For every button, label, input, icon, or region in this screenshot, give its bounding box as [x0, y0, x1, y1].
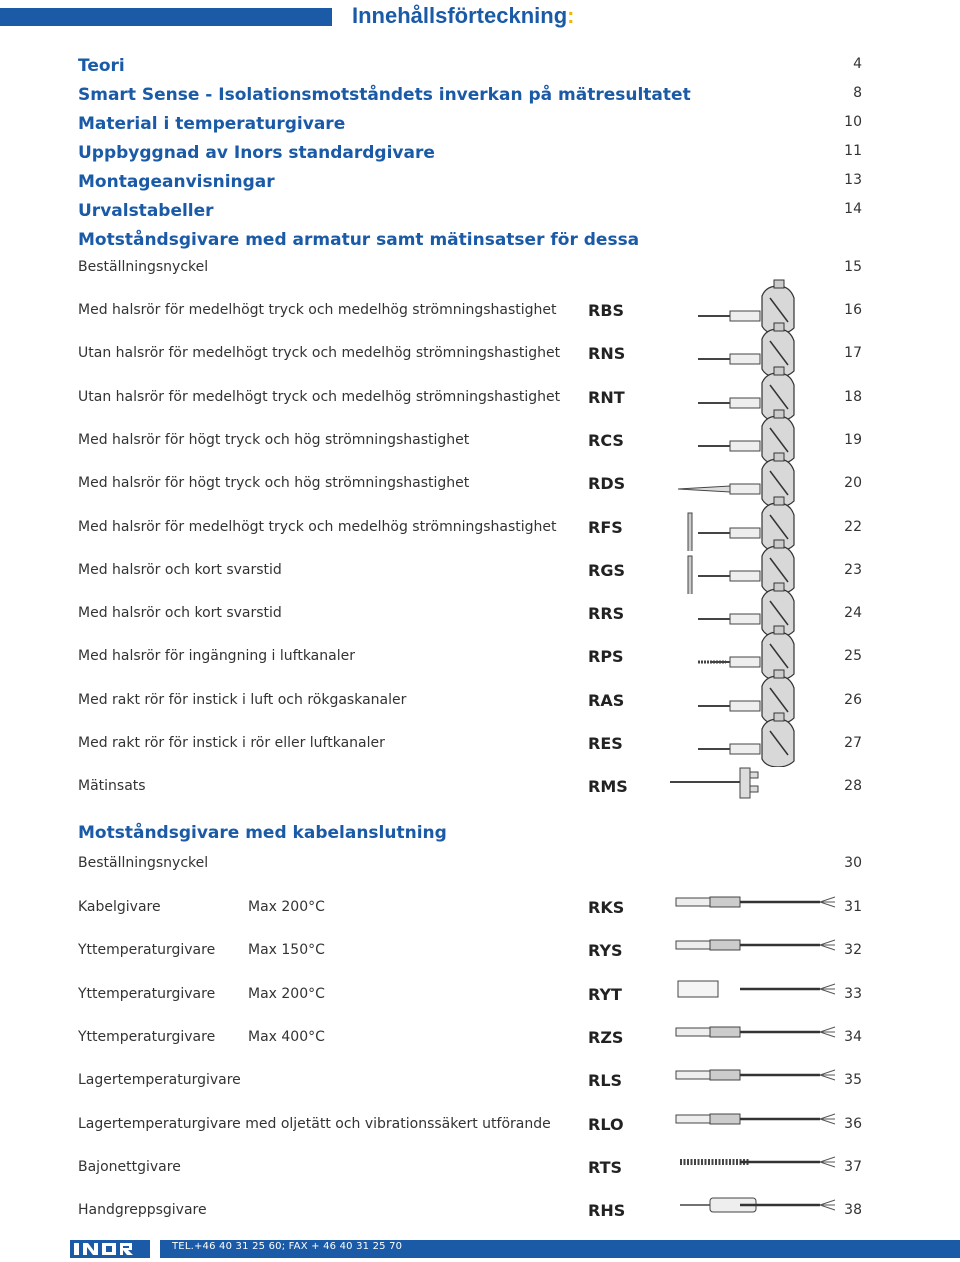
toc-label: Bajonettgivare [78, 1158, 181, 1175]
toc-label: Utan halsrör för medelhögt tryck och medelhög strömningshastighet [78, 345, 561, 362]
product-code: RBS [588, 301, 625, 320]
page-title: Innehållsförteckning: [352, 3, 575, 28]
page-number: 35 [844, 1072, 862, 1089]
product-code: RGS [588, 560, 625, 580]
page-number: 24 [844, 605, 862, 622]
product-code: RZS [588, 1027, 624, 1047]
page-number: 36 [844, 1115, 862, 1132]
toc-label: Material i temperaturgivare [78, 114, 346, 134]
bayonet-sensor-icon [670, 1151, 840, 1173]
max-temperature: Max 200°C [248, 985, 325, 1002]
product-code: RCS [588, 430, 624, 450]
page-number: 37 [844, 1158, 862, 1175]
toc-label: Smart Sense - Isolationsmotståndets inverkan på mätresultatet [78, 85, 691, 105]
page-number: 27 [844, 735, 862, 751]
toc-entry[interactable] [0, 1202, 960, 1230]
product-code: RFS [588, 517, 623, 537]
page-number: 22 [844, 518, 862, 535]
page-number: 28 [844, 778, 862, 795]
toc-label: Beställningsnyckel [78, 855, 209, 871]
toc-entry[interactable] [0, 172, 960, 200]
product-code: RNT [588, 387, 625, 407]
section-heading [0, 823, 960, 851]
product-code: RAS [588, 690, 625, 710]
toc-entry[interactable] [0, 1116, 960, 1144]
product-code: RYS [588, 941, 623, 961]
toc-entry[interactable] [0, 942, 960, 970]
toc-label: Handgreppsgivare [78, 1202, 207, 1219]
toc-label: Yttemperaturgivare [78, 985, 216, 1002]
toc-label: Yttemperaturgivare [78, 942, 216, 959]
toc-entry[interactable] [0, 1072, 960, 1100]
page-number: 8 [853, 85, 862, 101]
section-title: Motståndsgivare med armatur samt mätinsatser för dessa [78, 230, 640, 250]
toc-entry[interactable] [0, 899, 960, 927]
surface-block-sensor-icon [670, 978, 840, 1000]
page-number: 14 [844, 201, 862, 217]
toc-label: Urvalstabeller [78, 201, 214, 221]
cable-sensor-icon [670, 891, 840, 913]
page-number: 4 [853, 56, 862, 72]
bearing-sensor-icon [670, 1108, 840, 1130]
product-code: RTS [588, 1157, 623, 1177]
toc-label: Med rakt rör för instick i luft och rökgaskanaler [78, 691, 407, 708]
page-number: 38 [844, 1202, 862, 1219]
product-code: RYT [588, 984, 622, 1004]
toc-label: Med halsrör för högt tryck och hög strömningshastighet [78, 431, 470, 448]
surface-sensor-icon [670, 934, 840, 956]
page-number: 16 [844, 302, 862, 318]
toc-label: Med rakt rör för instick i rör eller luftkanaler [78, 735, 385, 751]
toc-entry[interactable] [0, 56, 960, 84]
product-code: RLS [588, 1071, 623, 1091]
page-number: 15 [844, 259, 862, 275]
toc-label: Beställningsnyckel [78, 259, 209, 275]
toc-label: Lagertemperaturgivare [78, 1072, 241, 1089]
surface-sensor-icon [670, 1021, 840, 1043]
product-code: RRS [588, 604, 625, 624]
toc-entry[interactable] [0, 114, 960, 142]
toc-label: Yttemperaturgivare [78, 1028, 216, 1045]
page-number: 17 [844, 345, 862, 362]
contact-info: TEL.+46 40 31 25 60; FAX + 46 40 31 25 70 [172, 1241, 403, 1252]
page-number: 32 [844, 942, 862, 959]
page-number: 13 [844, 172, 862, 188]
section-heading [0, 230, 960, 258]
toc-entry[interactable] [0, 855, 960, 883]
page-number: 26 [844, 691, 862, 708]
page-number: 30 [844, 855, 862, 871]
toc-label: Utan halsrör för medelhögt tryck och medelhög strömningshastighet [78, 388, 561, 405]
measuring-insert-icon [670, 754, 840, 810]
toc-label: Mätinsats [78, 778, 146, 795]
max-temperature: Max 200°C [248, 899, 325, 915]
product-code: RDS [588, 474, 626, 494]
product-code: RLO [588, 1114, 624, 1134]
product-code: RNS [588, 344, 626, 364]
max-temperature: Max 400°C [248, 1028, 325, 1045]
toc-entry[interactable] [0, 85, 960, 113]
page-number: 33 [844, 985, 862, 1002]
toc-label: Med halsrör för medelhögt tryck och medelhög strömningshastighet [78, 302, 557, 318]
page-number: 31 [844, 899, 862, 915]
toc-label: Med halsrör och kort svarstid [78, 561, 282, 578]
toc-label: Uppbyggnad av Inors standardgivare [78, 143, 435, 163]
toc-entry[interactable] [0, 1029, 960, 1057]
page-number: 25 [844, 648, 862, 665]
product-code: RKS [588, 898, 625, 917]
bearing-sensor-icon [670, 1064, 840, 1086]
page-number: 20 [844, 475, 862, 492]
footer [0, 1236, 960, 1262]
header-bar [0, 8, 332, 26]
toc-label: Lagertemperaturgivare med oljetätt och vibrationssäkert utförande [78, 1115, 551, 1132]
toc-label: Teori [78, 56, 125, 76]
toc-entry[interactable] [0, 1159, 960, 1187]
max-temperature: Max 150°C [248, 942, 325, 959]
toc-label: Montageanvisningar [78, 172, 275, 192]
inor-logo [70, 1240, 150, 1258]
page-number: 10 [844, 114, 862, 130]
product-code: RPS [588, 647, 624, 667]
toc-entry[interactable] [0, 986, 960, 1014]
page-number: 23 [844, 561, 862, 578]
toc-label: Med halsrör för medelhögt tryck och medelhög strömningshastighet [78, 518, 557, 535]
handle-sensor-icon [670, 1194, 840, 1216]
toc-label: Med halsrör för högt tryck och hög strömningshastighet [78, 475, 470, 492]
page-number: 11 [844, 143, 862, 159]
toc-label: Med halsrör och kort svarstid [78, 605, 282, 622]
page-number: 18 [844, 388, 862, 405]
section-title: Motståndsgivare med kabelanslutning [78, 823, 447, 843]
toc-entry[interactable] [0, 143, 960, 171]
toc-label: Kabelgivare [78, 899, 161, 915]
toc-entry[interactable] [0, 778, 960, 806]
toc-label: Med halsrör för ingängning i luftkanaler [78, 648, 355, 665]
page-number: 19 [844, 431, 862, 448]
toc-entry[interactable] [0, 201, 960, 229]
product-code: RMS [588, 777, 628, 797]
product-code: RES [588, 734, 623, 753]
page-number: 34 [844, 1028, 862, 1045]
product-code: RHS [588, 1201, 626, 1221]
